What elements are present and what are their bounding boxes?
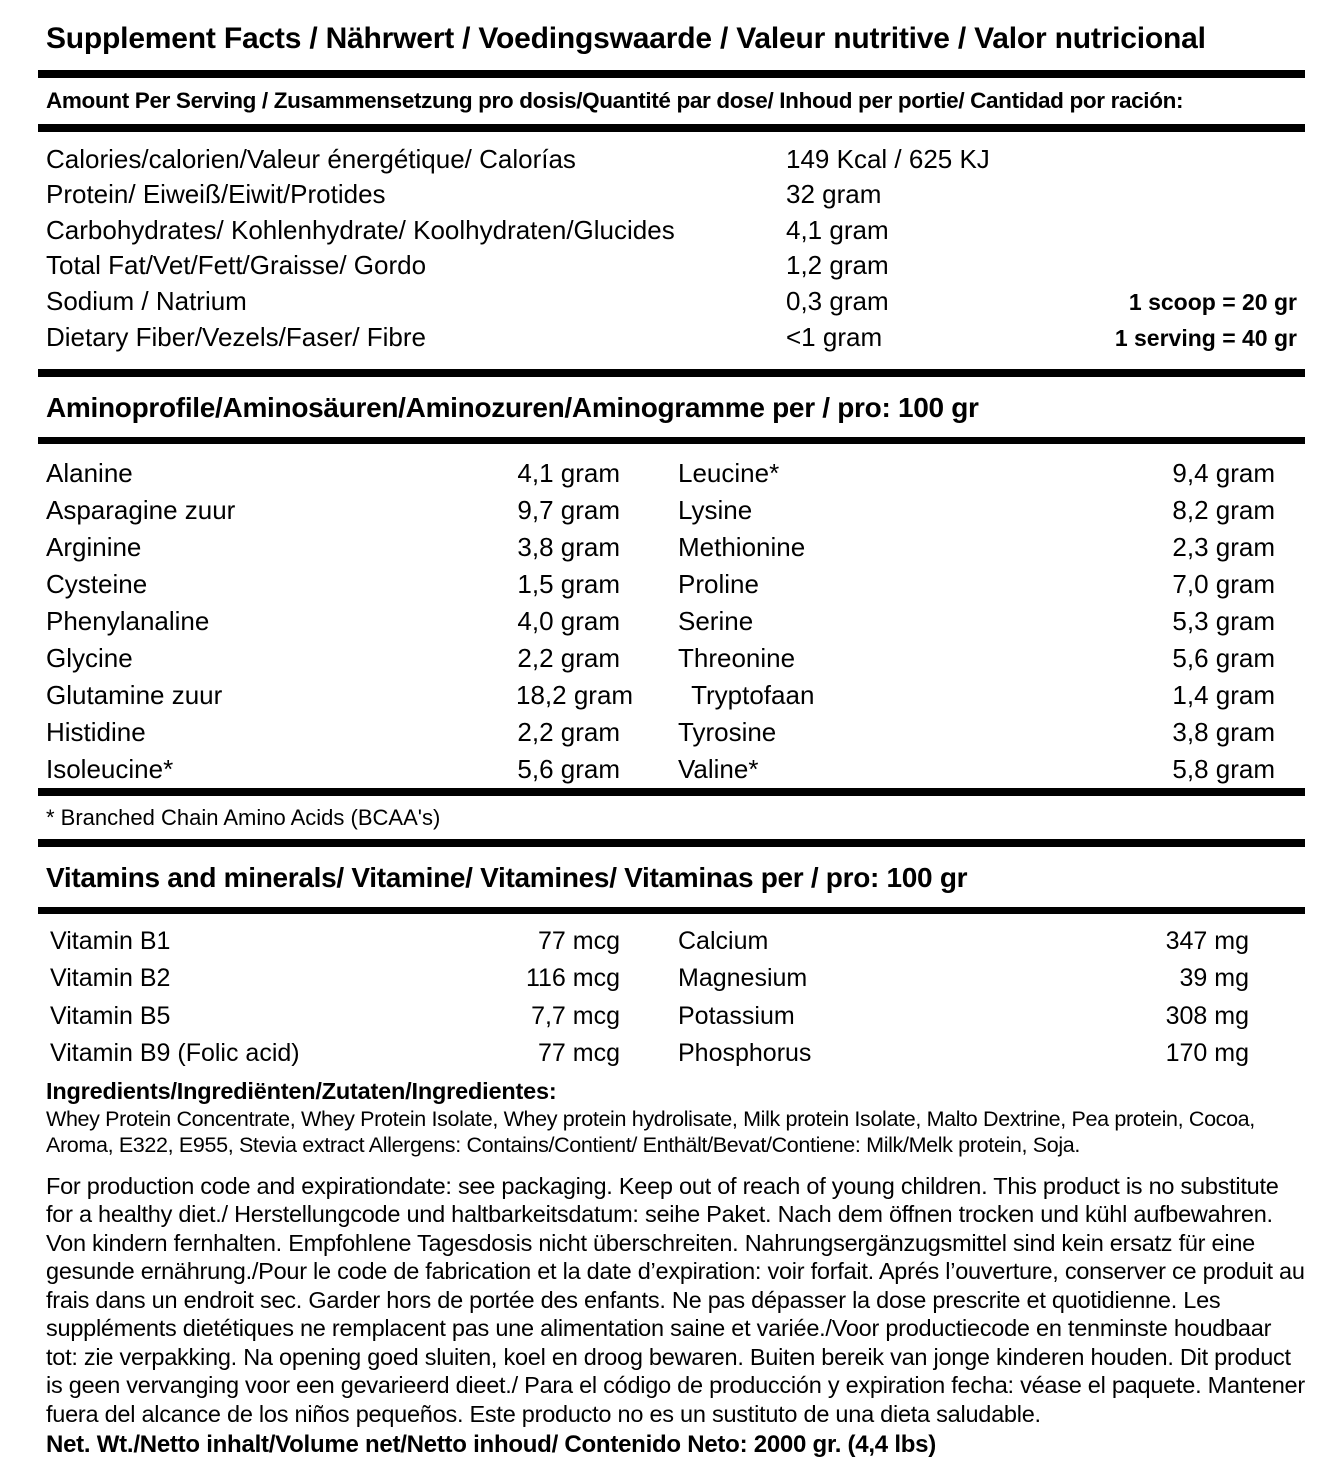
amino-name: Leucine* xyxy=(678,457,780,488)
amino-name: Lysine xyxy=(678,494,753,525)
amino-name: Serine xyxy=(678,605,754,636)
amino-value: 5,8 gram xyxy=(1172,753,1275,784)
amino-name: Alanine xyxy=(46,457,133,488)
nutrient-value: <1 gram xyxy=(786,322,883,352)
rule-under-title xyxy=(38,70,1305,78)
amino-value: 5,3 gram xyxy=(1172,605,1275,636)
amino-value: 3,8 gram xyxy=(1172,716,1275,747)
table-row xyxy=(38,603,1305,640)
nutrient-value: 32 gram xyxy=(786,179,882,209)
table-row xyxy=(38,566,1305,603)
mineral-value: 170 mg xyxy=(1165,1039,1249,1067)
amino-value: 1,5 gram xyxy=(517,568,620,599)
amino-table xyxy=(38,444,1305,788)
disclaimer-text: For production code and expirationdate: see packaging. Keep out of reach of young children. This product is no substitute for a healthy diet./ Herstellungcode und haltbarkeitsdatum: seihe Paket. Nach dem öffnen trocken und kühl aufbewahren. Von kindern fernhalten. Empfohlene Tagesdosis nicht überschreiten. Nahrungsergänzugsmittel sind kein ersatz für eine gesunde ernährung./Pour le code de fabrication et la date d’expiration: voir forfait. Aprés l’ouverture, conserver ce produit au frais dans un endroit sec. Garder hors de portée des enfants. Ne pas dépasser la dose prescrite et quotidienne. Les suppléments dietétiques ne remplacent pas une alimentation saine et variée./Voor productiecode en tenminste houdbaar tot: zie verpakking. Na opening goed sluiten, koel en droog bewaren. Buiten bereik van jonge kinderen houden. Dit product is geen vervanging voor een gevarieerd dieet./ Para el código de producción y expiration fecha: véase el paquete. Mantener fuera del alcance de los niños pequeños. Este producto no es un sustituto de una dieta saludable. xyxy=(46,1172,1305,1427)
amino-value: 4,1 gram xyxy=(517,457,620,488)
amino-name: Phenylanaline xyxy=(46,605,210,636)
amino-value: 2,3 gram xyxy=(1172,531,1275,562)
net-weight-text: Net. Wt./Netto inhalt/Volume net/Netto inhoud/ Contenido Neto: 2000 gr. (4,4 lbs) xyxy=(46,1431,936,1458)
ingredients-text: Whey Protein Concentrate, Whey Protein Isolate, Whey protein hydrolisate, Milk protein Isolate, Malto Dextrine, Pea protein, Cocoa, Aroma, E322, E955, Stevia extract Allergens: Contains/Contient/ Enthält/Bevat/Contiene: Milk/Melk protein, Soja. xyxy=(46,1106,1255,1157)
mineral-value: 39 mg xyxy=(1179,964,1249,992)
vitamin-value: 77 mcg xyxy=(538,926,620,955)
amino-name: Valine* xyxy=(678,753,759,784)
amino-value: 5,6 gram xyxy=(1172,642,1275,673)
mineral-name: Calcium xyxy=(678,926,769,955)
nutrient-name: Sodium / Natrium xyxy=(46,285,247,316)
amino-value: 8,2 gram xyxy=(1172,494,1275,525)
nutrient-value: 0,3 gram xyxy=(786,285,889,316)
disclaimer-block xyxy=(38,1158,1305,1429)
mineral-value: 308 mg xyxy=(1165,1001,1249,1030)
table-row xyxy=(38,492,1305,529)
scoop-size-note: 1 scoop = 20 gr xyxy=(1128,288,1297,315)
vitamins-section-title: Vitamins and minerals/ Vitamine/ Vitamines/ Vitaminas per / pro: 100 gr xyxy=(46,861,968,893)
amino-value: 2,2 gram xyxy=(517,716,620,747)
table-row xyxy=(38,640,1305,677)
nutrient-value: 4,1 gram xyxy=(786,214,889,245)
amino-name: Glycine xyxy=(46,642,133,673)
amount-per-serving-heading: Amount Per Serving / Zusammensetzung pro dosis/Quantité par dose/ Inhoud per portie/ Cantidad por ración: xyxy=(46,88,1184,113)
amino-value: 5,6 gram xyxy=(517,753,620,784)
amino-value: 1,4 gram xyxy=(1172,679,1275,710)
mineral-name: Magnesium xyxy=(678,964,808,992)
amino-name: Asparagine zuur xyxy=(46,494,236,525)
ingredients-block xyxy=(38,1073,1305,1158)
table-row xyxy=(38,455,1305,492)
nutrient-value: 149 Kcal / 625 KJ xyxy=(786,143,990,174)
amino-name: Isoleucine* xyxy=(46,753,174,784)
amino-name: Cysteine xyxy=(46,568,148,599)
amino-value: 7,0 gram xyxy=(1172,568,1275,599)
vitamin-value: 77 mcg xyxy=(538,1039,620,1067)
amino-name: Tyrosine xyxy=(678,716,777,747)
table-row xyxy=(38,320,1305,357)
vitamin-name: Vitamin B2 xyxy=(50,964,171,992)
vitamin-name: Vitamin B5 xyxy=(50,1001,171,1030)
vitamin-value: 7,7 mcg xyxy=(531,1001,620,1030)
table-row xyxy=(38,751,1305,788)
table-row xyxy=(38,677,1305,714)
rule-above-amino-section xyxy=(38,369,1305,377)
table-row xyxy=(38,213,1305,249)
amino-name: Tryptofaan xyxy=(691,679,815,710)
vitamin-name: Vitamin B1 xyxy=(50,926,171,955)
amino-value: 9,4 gram xyxy=(1172,457,1275,488)
rule-under-vitamins-title xyxy=(38,907,1305,914)
table-row xyxy=(38,1035,1305,1073)
amino-section-title: Aminoprofile/Aminosäuren/Aminozuren/Aminogramme per / pro: 100 gr xyxy=(46,391,979,423)
vitamins-table xyxy=(38,914,1305,1073)
rule-under-amino-table xyxy=(38,788,1305,796)
amino-name: Methionine xyxy=(678,531,806,562)
table-row xyxy=(38,998,1305,1036)
nutrient-name: Total Fat/Vet/Fett/Graisse/ Gordo xyxy=(46,250,427,280)
amino-name: Histidine xyxy=(46,716,146,747)
amino-value: 3,8 gram xyxy=(517,531,620,562)
nutrient-name: Calories/calorien/Valeur énergétique/ Calorías xyxy=(46,143,576,174)
vitamin-value: 116 mcg xyxy=(525,964,620,992)
table-row xyxy=(38,714,1305,751)
nutrient-name: Dietary Fiber/Vezels/Faser/ Fibre xyxy=(46,322,427,352)
table-row xyxy=(38,142,1305,178)
amino-name: Proline xyxy=(678,568,759,599)
table-row xyxy=(38,923,1305,961)
rule-under-amount-per-serving xyxy=(38,124,1305,132)
table-row xyxy=(38,177,1305,213)
rule-under-amino-title xyxy=(38,437,1305,444)
amino-name: Arginine xyxy=(46,531,142,562)
table-row xyxy=(38,248,1305,284)
ingredients-heading: Ingredients/Ingrediënten/Zutaten/Ingredientes: xyxy=(46,1077,557,1104)
amino-value: 9,7 gram xyxy=(517,494,620,525)
rule-above-vitamins-section xyxy=(38,839,1305,847)
amino-value: 4,0 gram xyxy=(517,605,620,636)
nutrition-table xyxy=(38,132,1305,369)
mineral-value: 347 mg xyxy=(1165,926,1249,955)
page-title: Supplement Facts / Nährwert / Voedingswaarde / Valeur nutritive / Valor nutricional xyxy=(46,22,1206,55)
nutrient-name: Carbohydrates/ Kohlenhydrate/ Koolhydraten/Glucides xyxy=(46,214,675,245)
nutrient-name: Protein/ Eiweiß/Eiwit/Protides xyxy=(46,179,386,209)
amino-name: Threonine xyxy=(678,642,796,673)
bcaa-footnote: * Branched Chain Amino Acids (BCAA's) xyxy=(46,804,441,830)
table-row xyxy=(38,284,1305,321)
table-row xyxy=(38,960,1305,998)
amino-value: 2,2 gram xyxy=(517,642,620,673)
table-row xyxy=(38,529,1305,566)
amino-name: Glutamine zuur xyxy=(46,679,223,710)
vitamin-name: Vitamin B9 (Folic acid) xyxy=(50,1039,300,1067)
serving-size-note: 1 serving = 40 gr xyxy=(1114,325,1297,351)
amino-value: 18,2 gram xyxy=(516,679,634,710)
nutrient-value: 1,2 gram xyxy=(786,250,889,280)
mineral-name: Potassium xyxy=(678,1001,795,1030)
mineral-name: Phosphorus xyxy=(678,1039,812,1067)
